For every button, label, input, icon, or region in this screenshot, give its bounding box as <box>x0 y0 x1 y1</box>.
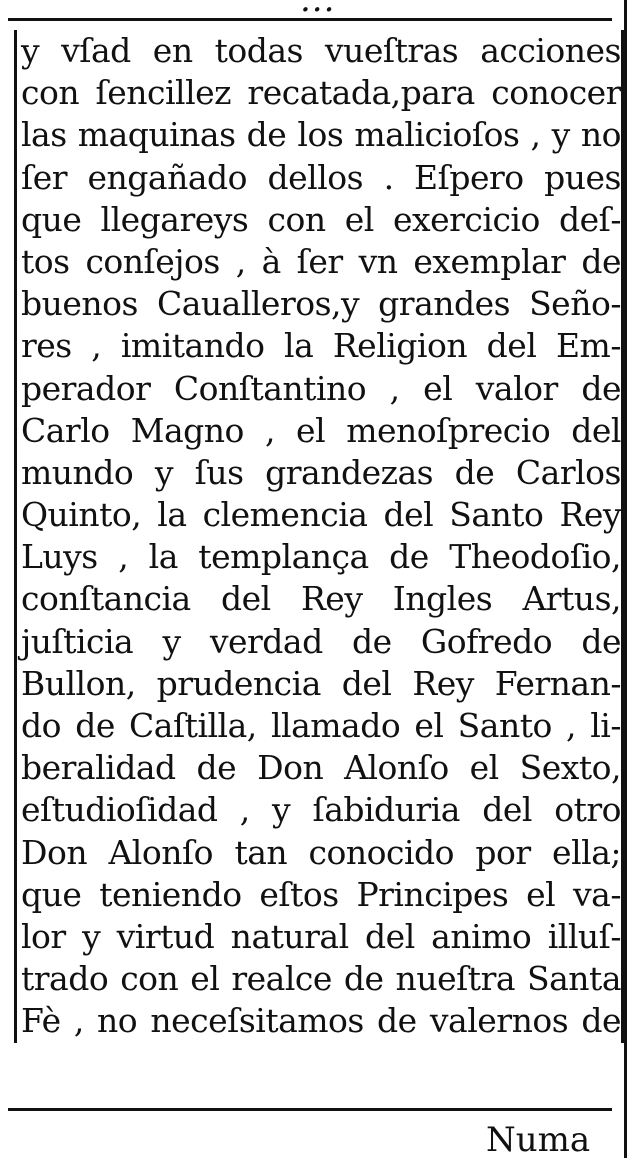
text-line: con ſencillez recatada,para conocer <box>21 73 621 113</box>
text-line: ſer engañado dellos . Eſpero pues <box>21 157 621 197</box>
text-line: Quinto, la clemencia del Santo Rey <box>21 495 621 535</box>
text-line: beralidad de Don Alonſo el Sexto, <box>21 748 621 788</box>
text-line: buenos Caualleros,y grandes Seño- <box>21 284 621 324</box>
text-line: que llegareys con el exercicio deſ- <box>21 199 621 239</box>
text-line: mundo y ſus grandezas de Carlos <box>21 452 621 492</box>
text-line: Luys , la templança de Theodoſio, <box>21 537 621 577</box>
text-line: eſtudioſidad , y ſabiduria del otro <box>21 790 621 830</box>
text-line: conſtancia del Rey Ingles Artus, <box>21 579 621 619</box>
text-line: juſticia y verdad de Gofredo de <box>21 621 621 661</box>
text-line: que teniendo eſtos Principes el va- <box>21 874 621 914</box>
page-edge-line <box>624 0 627 1158</box>
text-line: Bullon, prudencia del Rey Fernan- <box>21 663 621 703</box>
text-line: Fè , no neceſsitamos de valernos de <box>21 1001 621 1041</box>
text-line: Don Alonſo tan conocido por ella; <box>21 832 621 872</box>
bottom-rule <box>8 1108 612 1111</box>
text-line: y vſad en todas vueſtras acciones <box>21 31 621 70</box>
text-line: perador Conſtantino , el valor de <box>21 368 621 408</box>
text-line: Carlo Magno , el menoſprecio del <box>21 410 621 450</box>
text-line: res , imitando la Religion del Em- <box>21 326 621 366</box>
text-line: trado con el realce de nueſtra Santa <box>21 959 621 999</box>
text-line: tos conſejos , à ſer vn exemplar de <box>21 241 621 281</box>
text-line: lor y virtud natural del animo illuſ- <box>21 916 621 956</box>
text-line: do de Caſtilla, llamado el Santo , li- <box>21 706 621 745</box>
text-line: las maquinas de los malicioſos , y no <box>21 115 621 155</box>
catchword: Numa <box>486 1120 591 1160</box>
text-block <box>14 30 624 1043</box>
running-header-fragment: ... <box>300 0 336 20</box>
